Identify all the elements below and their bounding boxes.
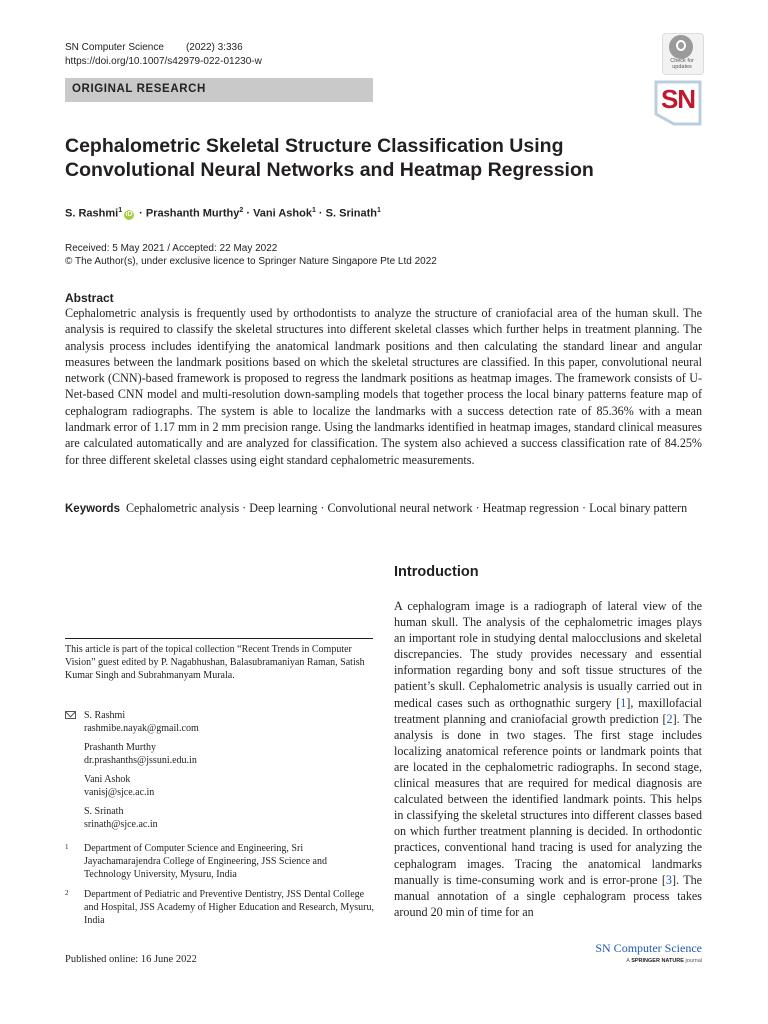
footer-journal-name: SN Computer Science: [595, 941, 702, 955]
check-updates-text: Check for updates: [670, 58, 694, 70]
check-updates-icon-inner: [676, 40, 686, 51]
citation-link[interactable]: 1: [620, 695, 627, 710]
orcid-icon[interactable]: iD: [125, 210, 133, 218]
intro-paragraph-part: ]. The analysis is done in two stages. The first stage includes localizing anatomical reference points or landmark points that are located in the cephalometric radiographs. In second stage, clinical measures that are required for medical diagnosis are calculated between the identified landmark points. This helps in classifying the skeletal structures into different classes based on which further treatment planning is decided. In orthodontic practices, conventional hand tracing is used for analyzing the cephalogram images. Tracing the anatomical landmarks manually is time-consuming work and is error-prone [: [394, 711, 702, 887]
collection-footnote: This article is part of the topical collection “Recent Trends in Computer Vision” guest edited by P. Nagabhushan, Balasubramaniyan Raman, Satish Kumar Singh and Subrahmanyam Murala.: [65, 644, 365, 682]
affiliation-number: 2: [65, 889, 69, 897]
journal-volume: (2022) 3:336: [185, 42, 243, 53]
article-title: Cephalometric Skeletal Structure Classification Using Convolutional Neural Networks and Heatmap Regression: [65, 135, 594, 181]
citation-link[interactable]: 2: [666, 711, 673, 726]
publisher-prefix: A: [626, 958, 630, 964]
intro-paragraph-part: ]. The manual annotation of a single cephalogram process takes around 20 min of time for an: [394, 872, 702, 919]
intro-paragraph-part: A cephalogram image is a radiograph of lateral view of the human skull. The analysis of the cephalometric images plays an important role in studying dental malocclusions and skeletal discrepancies. The study provides necessary and essential information regarding bony and soft tissue structures of the patient’s skull. Cephalometric analysis is usually carried out in medical cases such as orthognathic surgery [: [394, 599, 702, 710]
affiliation-text: Department of Pediatric and Preventive Dentistry, JSS Dental College and Hospital, JSS Academy of Higher Education and Research, Mysuru, India: [84, 889, 374, 927]
author-name[interactable]: S. Srinath: [325, 207, 377, 220]
published-date: Published online: 16 June 2022: [65, 954, 197, 965]
journal-name: SN Computer Science: [65, 42, 164, 53]
author-affiliation: 1: [311, 207, 316, 214]
author-name[interactable]: S. Rashmi: [65, 207, 119, 220]
envelope-icon: [65, 711, 76, 719]
publisher-suffix: journal: [685, 958, 702, 964]
contact-name: Prashanth Murthy: [84, 742, 156, 753]
abstract-heading: Abstract: [65, 291, 114, 305]
keywords-list: Cephalometric analysis · Deep learning · Convolutional neural network · Heatmap regression · Local binary pattern: [125, 501, 688, 515]
affiliation-text: Department of Computer Science and Engineering, Sri Jayachamarajendra College of Engineering, JSS Science and Technology University, Mysuru, India: [84, 843, 327, 881]
contact-email[interactable]: dr.prashanths@jssuni.edu.in: [84, 755, 197, 766]
springer-nature-logo: [560, 958, 702, 964]
contact-name: S. Srinath: [84, 806, 124, 817]
introduction-text: [394, 598, 702, 920]
sn-logo-text: SN: [660, 84, 696, 114]
author-name[interactable]: Prashanth Murthy: [145, 207, 240, 220]
journal-citation: [65, 41, 243, 55]
author-affiliation: 1: [377, 207, 381, 214]
affiliation-number: 1: [65, 843, 69, 851]
received-accepted-dates: Received: 5 May 2021 / Accepted: 22 May 2022: [65, 243, 278, 254]
publisher-name: SPRINGER NATURE: [631, 958, 684, 964]
contact-name: S. Rashmi: [84, 710, 126, 721]
contact-email[interactable]: srinath@sjce.ac.in: [84, 819, 158, 830]
contact-email[interactable]: rashmibe.nayak@gmail.com: [84, 723, 199, 734]
footnote-divider: [65, 638, 373, 639]
author-affiliation: 2: [239, 207, 244, 214]
citation-link[interactable]: 3: [665, 872, 672, 887]
section-label: ORIGINAL RESEARCH: [72, 83, 206, 95]
abstract-text: Cephalometric analysis is frequently used by orthodontists to analyze the structure of craniofacial area of the human skull. The analysis is required to classify the skeletal structures into different skeletal classes which further helps in treatment planning. The analysis process includes identifying the anatomical landmark positions and then calculating the standard linear and angular measures between the landmark positions based on which the skeletal structures are classified. In this paper, convolutional neural network (CNN)-based framework is proposed to regress the landmark positions as heatmap images. The framework consists of U-Net-based CNN model and multi-resolution down-sampling models that together process the local binary patterns feature map of cephalogram radiographs. The system is able to localize the landmarks with a success detection rate of 85.36% with a mean landmark error of 1.17 mm in 2 mm precision range. Using the landmarks identified in heatmap images, standard clinical measures are calculated automatically and are analyzed for classification. The system also achieved a success classification rate of 84.25% for three different skeletal classes using eight standard cephalometric measurements.: [65, 306, 702, 467]
intro-paragraph-part: ], maxillofacial treatment planning and craniofacial growth prediction [: [394, 695, 702, 726]
copyright-notice: © The Author(s), under exclusive licence to Springer Nature Singapore Pte Ltd 2022: [65, 256, 437, 267]
contact-email[interactable]: vanisj@sjce.ac.in: [84, 787, 155, 798]
contact-name: Vani Ashok: [84, 774, 131, 785]
introduction-heading: Introduction: [394, 564, 479, 580]
keywords-label: Keywords: [65, 503, 120, 515]
author-name[interactable]: Vani Ashok: [253, 207, 312, 220]
author-list: S. Rashmi$^1$iD · Prashanth Murthy$^2$ · Vani Ashok$^1$ · S. Srinath$^1$: [65, 207, 381, 220]
keywords: [65, 500, 702, 517]
doi-link[interactable]: https://doi.org/10.1007/s42979-022-01230-w: [65, 56, 262, 67]
author-affiliation: 1: [118, 207, 123, 214]
